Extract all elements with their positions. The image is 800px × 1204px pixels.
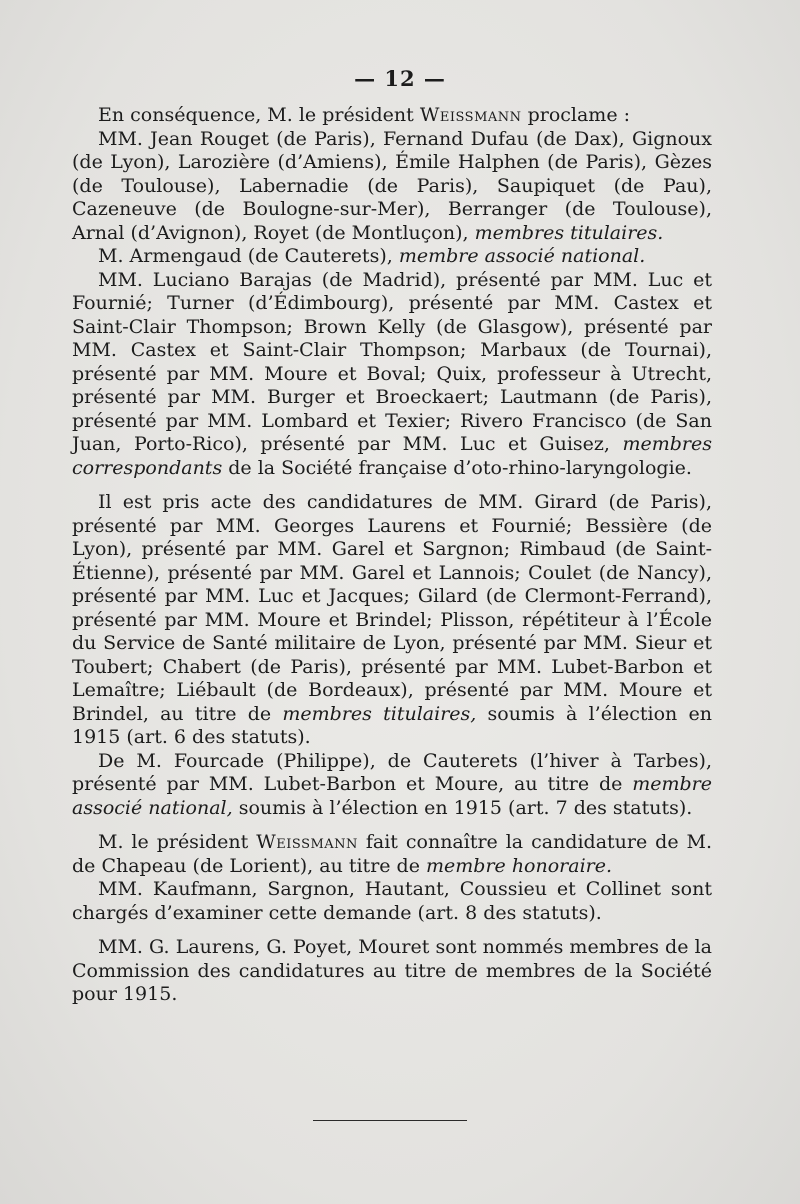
text-span: fait connaître la candidature de M. de Chapeau (de Lorient), au titre de [72, 831, 712, 877]
text-span: De M. Fourcade (Philippe), de Cauterets (l’hiver à Tarbes), présenté par MM. Lubet-Barbon et Moure, au titre de [72, 749, 712, 795]
paragraph [72, 936, 712, 1007]
italic-span: membre associé national, [72, 773, 712, 819]
text-span: soumis à l’élection en 1915 (art. 6 des statuts). [72, 702, 712, 748]
text-span: Il est pris acte des candidatures de MM. Girard (de Paris), présenté par MM. Georges Laurens et Fournié; Bessière (de Lyon), présenté par MM. Garel et Sargnon; Rimbaud (de Saint-Étienne), présenté par MM. Garel et Lannois; Coulet (de Nancy), présenté par MM. Luc et Jacques; Gilard (de Clermont-Ferrand), présenté par MM. Moure et Brindel; Plisson, répétiteur à l’École du Service de Santé militaire de Lyon, présenté par MM. Sieur et Toubert; Chabert (de Paris), présenté par MM. Lubet-Barbon et Lemaître; Liébault (de Bordeaux), présenté par MM. Moure et Brindel, au titre de [72, 491, 712, 725]
smallcaps-name: Weissmann [256, 831, 358, 853]
text-span: MM. G. Laurens, G. Poyet, Mouret sont nommés membres de la Commission des candidatures au titre de membres de la Société pour 1915. [72, 936, 712, 1005]
text-span: M. Armengaud (de Cauterets), [98, 245, 399, 267]
text-span: M. le président [98, 831, 257, 853]
paragraph [72, 128, 712, 246]
paragraph [72, 750, 712, 821]
italic-span: membres titulaires. [474, 221, 664, 244]
page-number: — 12 — [354, 66, 446, 91]
italic-span: membre honoraire. [426, 854, 613, 877]
text-span: MM. Luciano Barajas (de Madrid), présenté par MM. Luc et Fournié; Turner (d’Édimbourg), présenté par MM. Castex et Saint-Clair Thompson; Brown Kelly (de Glasgow), présenté par MM. Castex et Saint-Clair Thompson; Marbaux (de Tournai), présenté par MM. Moure et Boval; Quix, professeur à Utrecht, présenté par MM. Burger et Broeckaert; Lautmann (de Paris), présenté par MM. Lombard et Texier; Rivero Francisco (de San Juan, Porto-Rico), présenté par MM. Luc et Guisez, [72, 268, 712, 455]
end-rule [313, 1120, 467, 1121]
text-span: MM. Kaufmann, Sargnon, Hautant, Coussieu et Collinet sont chargés d’examiner cette demande (art. 8 des statuts). [72, 878, 712, 924]
paragraph [72, 245, 712, 269]
text-span: de la Société française d’oto-rhino-laryngologie. [222, 456, 692, 479]
paragraph [72, 831, 712, 878]
body-text [72, 104, 712, 1007]
italic-span: membres correspondants [72, 433, 712, 479]
italic-span: membre associé national. [398, 245, 646, 267]
paragraph [72, 878, 712, 925]
text-span: soumis à l’élection en 1915 (art. 7 des statuts). [232, 796, 693, 819]
paragraph [72, 104, 712, 128]
text-span: En conséquence, M. le président [98, 104, 420, 126]
paragraph [72, 269, 712, 481]
text-span: MM. Jean Rouget (de Paris), Fernand Dufau (de Dax), Gignoux (de Lyon), Larozière (d’Amiens), Émile Halphen (de Paris), Gèzes (de Toulouse), Labernadie (de Paris), Saupiquet (de Pau), Cazeneuve (de Boulogne-sur-Mer), Berranger (de Toulouse), Arnal (d’Avignon), Royet (de Montluçon), [72, 127, 712, 244]
italic-span: membres titulaires, [282, 702, 477, 725]
smallcaps-name: Weissmann [419, 104, 522, 126]
paragraph [72, 491, 712, 750]
text-span: proclame : [521, 104, 631, 126]
